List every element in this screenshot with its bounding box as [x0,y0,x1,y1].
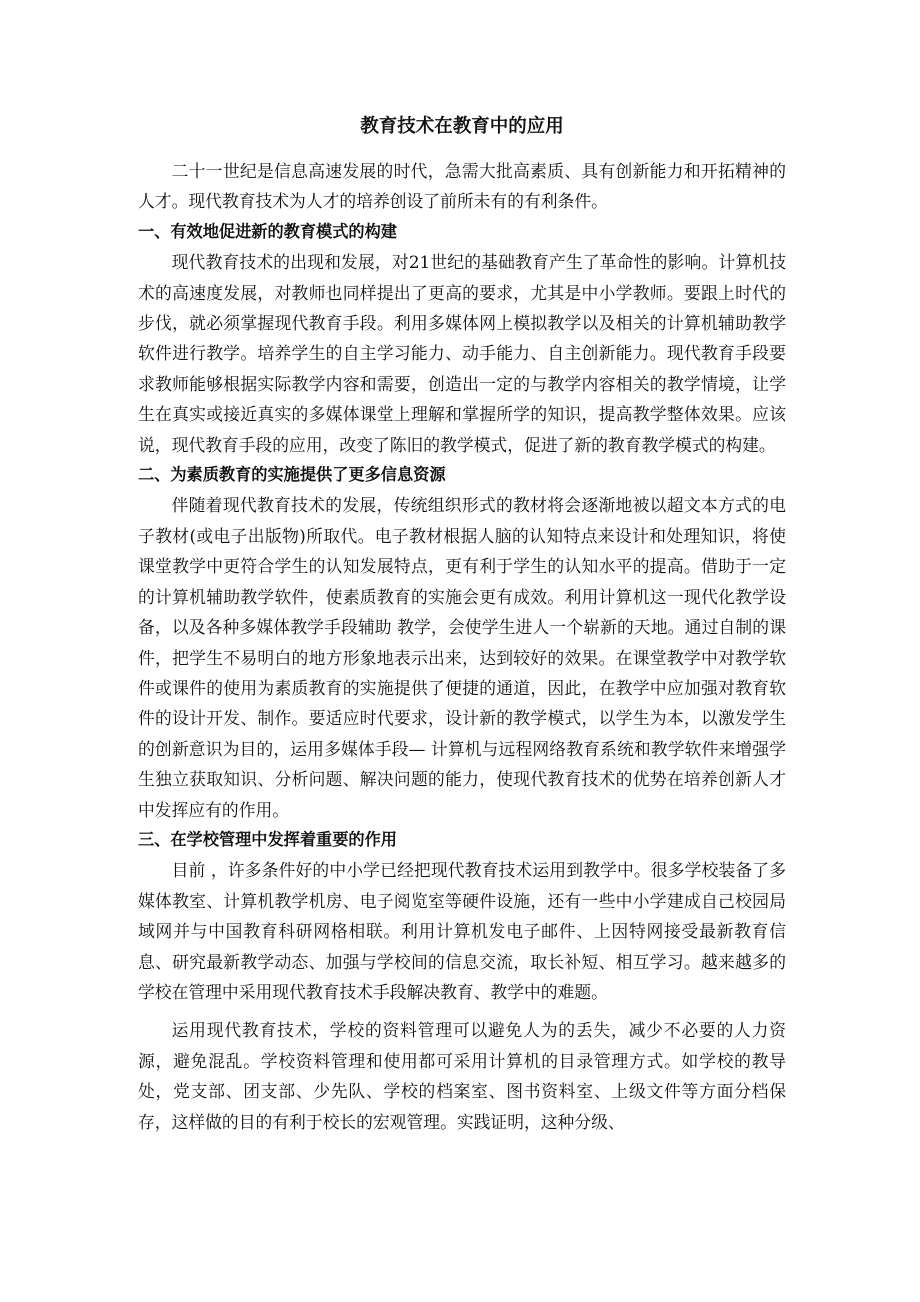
section-3-paragraph-2: 运用现代教育技术，学校的资料管理可以避免人为的丢失，减少不必要的人力资源，避免混乱。学校资料管理和使用都可采用计算机的目录管理方式。如学校的教导处，党支部、团支部、少先队、学校的档案室、图书资料室、上级文件等方面分档保存，这样做的目的有利于校长的宏观管理。实践证明，这种分级、 [138,1020,786,1132]
section-1-paragraph-1: 现代教育技术的出现和发展，对21世纪的基础教育产生了革命性的影响。计算机技术的高速度发展，对教师也同样提出了更高的要求，尤其是中小学教师。要跟上时代的步伐，就必须掌握现代教育手段。利用多媒体网上模拟教学以及相关的计算机辅助教学软件进行教学。培养学生的自主学习能力、动手能力、自主创新能力。现代教育手段要求教师能够根据实际教学内容和需要，创造出一定的与教学内容相关的教学情境，让学生在真实或接近真实的多媒体课堂上理解和掌握所学的知识，提高教学整体效果。应该说，现代教育手段的应用，改变了陈旧的教学模式，促进了新的教育教学模式的构建。 [138,252,786,455]
section-2-paragraph-1: 伴随着现代教育技术的发展，传统组织形式的教材将会逐渐地被以超文本方式的电子教材(或电子出版物)所取代。电子教材根据人脑的认知特点来设计和处理知识，将使课堂教学中更符合学生的认知发展特点，更有利于学生的认知水平的提高。借助于一定的计算机辅助教学软件，使素质教育的实施会更有成效。利用计算机这一现代化教学设备，以及各种多媒体教学手段辅助 教学，会使学生进人一个崭新的天地。通过自制的课件，把学生不易明白的地方形象地表示出来，达到较好的效果。在课堂教学中对教学软件或课件的使用为素质教育的实施提供了便捷的通道，因此，在教学中应加强对教育软件的设计开发、制作。要适应时代要求，设计新的教学模式，以学生为本，以激发学生的创新意识为目的，运用多媒体手段— 计算机与远程网络教育系统和教学软件来增强学生独立获取知识、分析问题、解决问题的能力，使现代教育技术的优势在培养创新人才中发挥应有的作用。 [138,495,786,820]
section-2-heading: 二、为素质教育的实施提供了更多信息资源 [138,465,446,485]
section-1-heading: 一、有效地促进新的教育模式的构建 [138,221,397,241]
intro-paragraph: 二十一世纪是信息高速发展的时代，急需大批高素质、具有创新能力和开拓精神的人才。现代教育技术为人才的培养创设了前所未有的有利条件。 [138,161,786,212]
section-3-paragraph-1: 目前 ，许多条件好的中小学已经把现代教育技术运用到教学中。很多学校装备了多媒体教室、计算机教学机房、电子阅览室等硬件设施，还有一些中小学建成自己校园局域网并与中国教育科研网格相联。利用计算机发电子邮件、上因特网接受最新教育信息、研究最新教学动态、加强与学校间的信息交流，取长补短、相互学习。越来越多的学校在管理中采用现代教育技术手段解决教育、教学中的难题。 [138,860,786,1002]
document-page [138,112,786,1137]
section-3-heading: 三、在学校管理中发挥着重要的作用 [138,829,397,849]
document-title: 教育技术在教育中的应用 [360,116,564,137]
